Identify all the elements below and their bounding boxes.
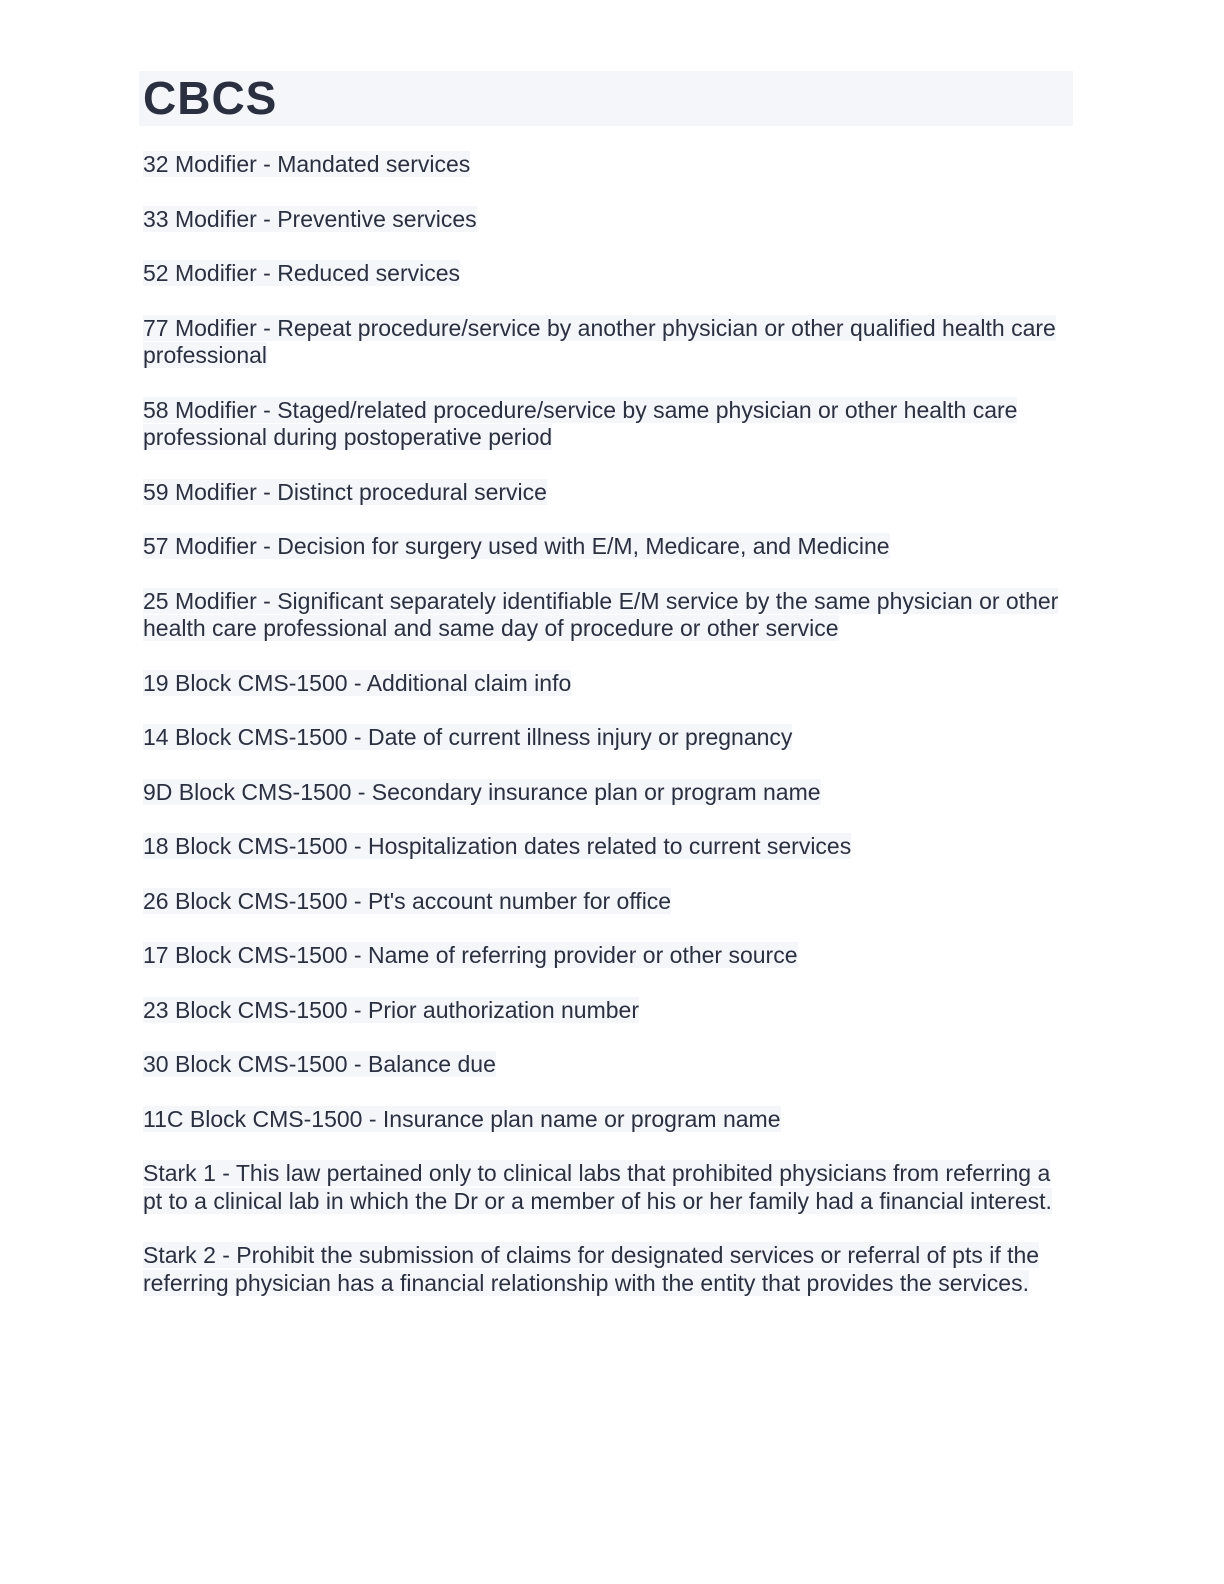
entry-text: 26 Block CMS-1500 - Pt's account number for office — [143, 887, 672, 914]
entry-text: 19 Block CMS-1500 - Additional claim info — [143, 669, 572, 696]
list-item — [143, 724, 1073, 752]
list-item — [143, 479, 1073, 507]
entry-text: 18 Block CMS-1500 - Hospitalization dates related to current services — [143, 833, 852, 859]
entry-text: 52 Modifier - Reduced services — [143, 260, 461, 286]
list-item — [143, 1160, 1073, 1215]
entry-text: 32 Modifier - Mandated services — [143, 151, 471, 177]
list-item — [143, 1242, 1073, 1297]
entry-text: Stark 1 - This law pertained only to clinical labs that prohibited physicians from referring a pt to a clinical lab in which the Dr or a member of his or her family had a financial interest. — [143, 1160, 1052, 1214]
entry-text: 58 Modifier - Staged/related procedure/service by same physician or other health care professional during postoperative period — [143, 396, 1018, 450]
list-item — [143, 315, 1073, 370]
title-bar — [139, 71, 1073, 126]
list-item — [143, 942, 1073, 970]
list-item — [143, 397, 1073, 452]
entry-text: 25 Modifier - Significant separately identifiable E/M service by the same physician or other health care professional and same day of procedure or other service — [143, 587, 1059, 641]
entry-text: 14 Block CMS-1500 - Date of current illness injury or pregnancy — [143, 724, 793, 750]
list-item — [143, 588, 1073, 643]
list-item — [143, 1051, 1073, 1079]
entry-text: Stark 2 - Prohibit the submission of claims for designated services or referral of pts if the referring physician has a financial relationship with the entity that provides the services. — [143, 1242, 1040, 1296]
entry-text: 17 Block CMS-1500 - Name of referring provider or other source — [143, 942, 798, 968]
entry-list — [139, 151, 1073, 1297]
page-title: CBCS — [143, 72, 278, 124]
list-item — [143, 997, 1073, 1025]
entry-text: 59 Modifier - Distinct procedural service — [143, 478, 547, 505]
entry-text: 57 Modifier - Decision for surgery used with E/M, Medicare, and Medicine — [143, 533, 890, 559]
entry-text: 11C Block CMS-1500 - Insurance plan name or program name — [143, 1105, 781, 1132]
entry-text: 30 Block CMS-1500 - Balance due — [143, 1051, 496, 1077]
list-item — [143, 833, 1073, 861]
list-item — [143, 151, 1073, 179]
list-item — [143, 206, 1073, 234]
entry-text: 23 Block CMS-1500 - Prior authorization number — [143, 996, 640, 1023]
entry-text: 77 Modifier - Repeat procedure/service by another physician or other qualified health care professional — [143, 314, 1056, 368]
list-item — [143, 888, 1073, 916]
list-item — [143, 533, 1073, 561]
entry-text: 33 Modifier - Preventive services — [143, 205, 477, 232]
entry-text: 9D Block CMS-1500 - Secondary insurance plan or program name — [143, 778, 821, 805]
document-page — [139, 71, 1073, 1324]
list-item — [143, 260, 1073, 288]
list-item — [143, 779, 1073, 807]
list-item — [143, 1106, 1073, 1134]
list-item — [143, 670, 1073, 698]
